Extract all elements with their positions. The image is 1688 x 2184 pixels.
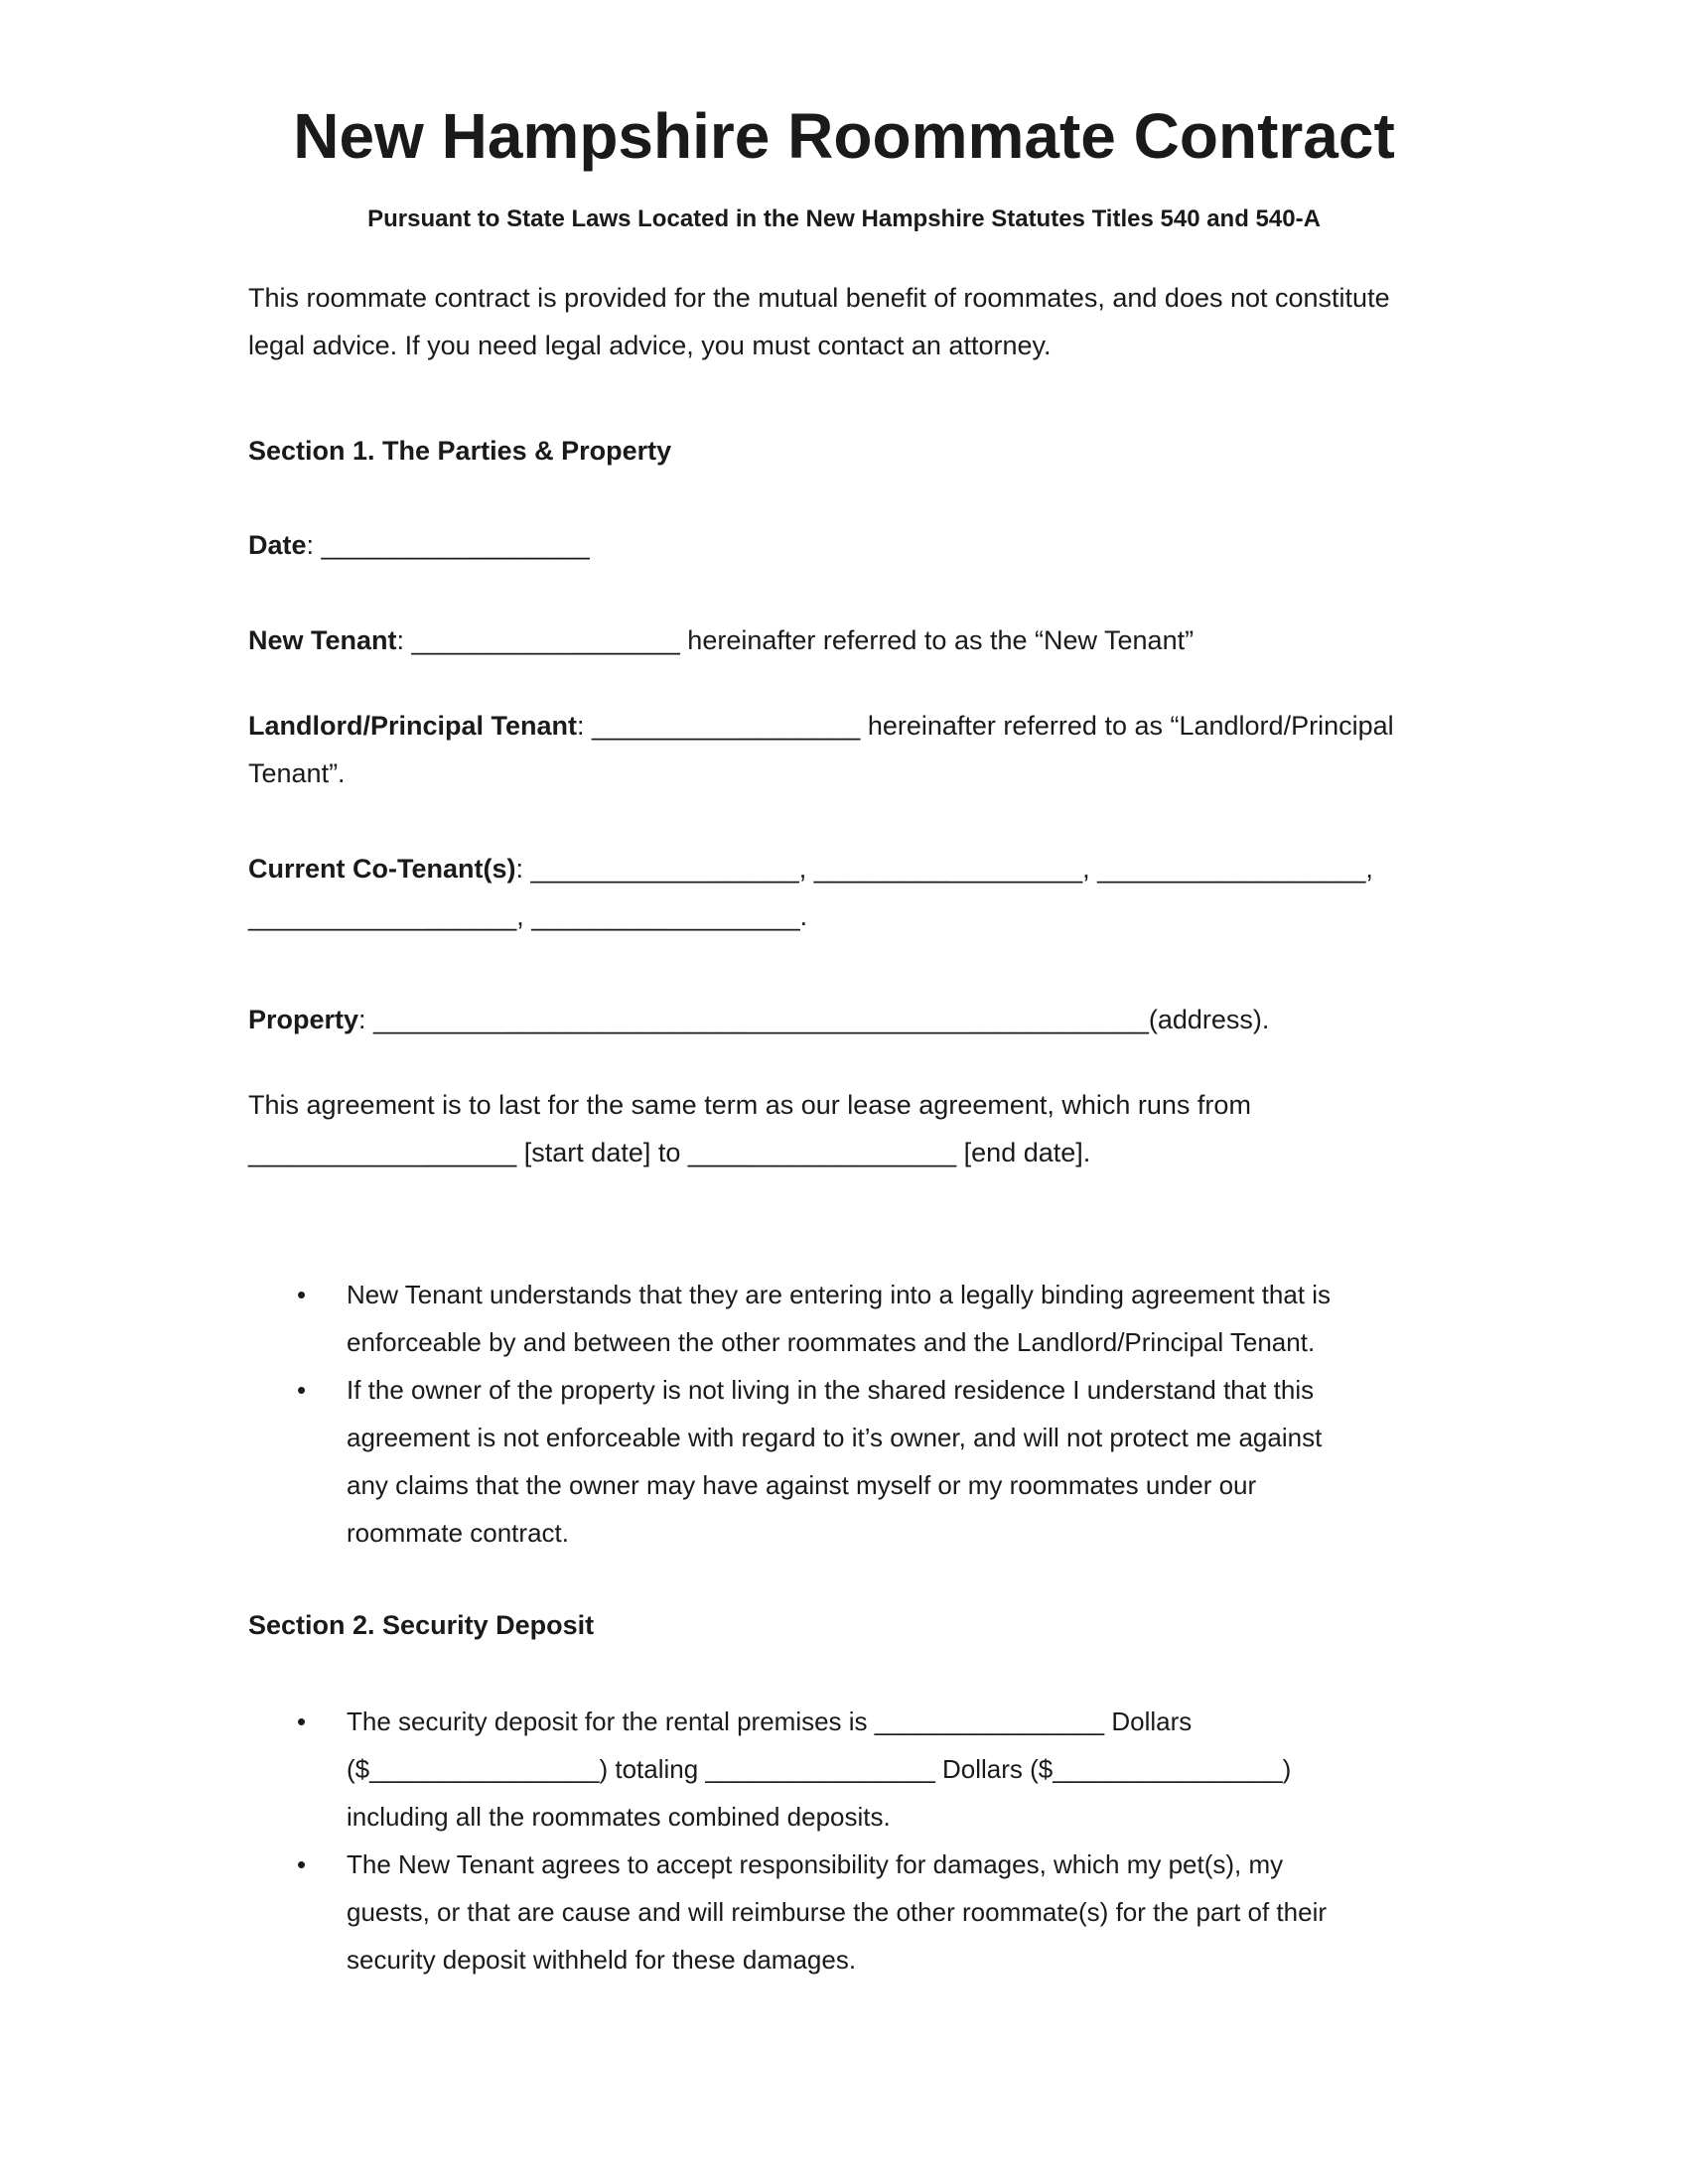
landlord-line-2: Tenant”. bbox=[248, 758, 346, 788]
cotenants-blanks-line-2[interactable]: __________________, __________________. bbox=[248, 901, 808, 931]
section-2-heading: Section 2. Security Deposit bbox=[248, 1610, 595, 1640]
deposit-line-1[interactable]: The security deposit for the rental premises is ________________ Dollars bbox=[347, 1706, 1193, 1736]
bullet-marker: • bbox=[297, 1706, 307, 1736]
landlord-blank[interactable]: : __________________ hereinafter referred to as “Landlord/Principal bbox=[577, 711, 1394, 741]
date-field[interactable] bbox=[248, 521, 590, 569]
bullet-2-line-4: roommate contract. bbox=[347, 1518, 569, 1548]
property-blank[interactable]: : ____________________________________________________(address). bbox=[358, 1005, 1270, 1034]
deposit-line-3: including all the roommates combined deposits. bbox=[347, 1802, 891, 1832]
new-tenant-field[interactable] bbox=[248, 616, 1194, 664]
damages-line-3: security deposit withheld for these damages. bbox=[347, 1945, 857, 1975]
term-line-2[interactable]: __________________ [start date] to __________________ [end date]. bbox=[248, 1138, 1091, 1167]
bullet-1-line-1: New Tenant understands that they are entering into a legally binding agreement that is bbox=[347, 1280, 1332, 1309]
bullet-2-line-2: agreement is not enforceable with regard to it’s owner, and will not protect me against bbox=[347, 1423, 1323, 1452]
damages-line-1: The New Tenant agrees to accept responsibility for damages, which my pet(s), my bbox=[347, 1849, 1284, 1879]
intro-line-1: This roommate contract is provided for the mutual benefit of roommates, and does not constitute bbox=[248, 283, 1390, 313]
bullet-2-line-3: any claims that the owner may have against myself or my roommates under our bbox=[347, 1470, 1257, 1500]
date-label: Date bbox=[248, 530, 307, 560]
page-subtitle: Pursuant to State Laws Located in the New Hampshire Statutes Titles 540 and 540-A bbox=[367, 205, 1321, 232]
deposit-line-2[interactable]: ($________________) totaling ________________ Dollars ($________________) bbox=[347, 1754, 1292, 1784]
cotenants-label: Current Co-Tenant(s) bbox=[248, 854, 516, 884]
landlord-field[interactable] bbox=[248, 702, 1394, 750]
damages-line-2: guests, or that are cause and will reimburse the other roommate(s) for the part of their bbox=[347, 1897, 1328, 1927]
bullet-marker: • bbox=[297, 1375, 307, 1405]
date-blank[interactable]: : __________________ bbox=[306, 530, 590, 560]
bullet-marker: • bbox=[297, 1280, 307, 1309]
landlord-label: Landlord/Principal Tenant bbox=[248, 711, 578, 741]
bullet-1-line-2: enforceable by and between the other roommates and the Landlord/Principal Tenant. bbox=[347, 1327, 1316, 1357]
bullet-2-line-1: If the owner of the property is not living in the shared residence I understand that this bbox=[347, 1375, 1315, 1405]
page-title: New Hampshire Roommate Contract bbox=[293, 100, 1395, 172]
bullet-marker: • bbox=[297, 1849, 307, 1879]
term-line-1: This agreement is to last for the same term as our lease agreement, which runs from bbox=[248, 1090, 1251, 1120]
new-tenant-blank[interactable]: : __________________ hereinafter referred to as the “New Tenant” bbox=[396, 625, 1195, 655]
cotenants-field[interactable] bbox=[248, 845, 1373, 892]
property-label: Property bbox=[248, 1005, 359, 1034]
intro-line-2: legal advice. If you need legal advice, you must contact an attorney. bbox=[248, 331, 1052, 360]
new-tenant-label: New Tenant bbox=[248, 625, 397, 655]
section-1-heading: Section 1. The Parties & Property bbox=[248, 436, 672, 466]
cotenants-blanks[interactable]: : __________________, __________________, __________________, bbox=[515, 854, 1373, 884]
property-field[interactable] bbox=[248, 996, 1269, 1043]
